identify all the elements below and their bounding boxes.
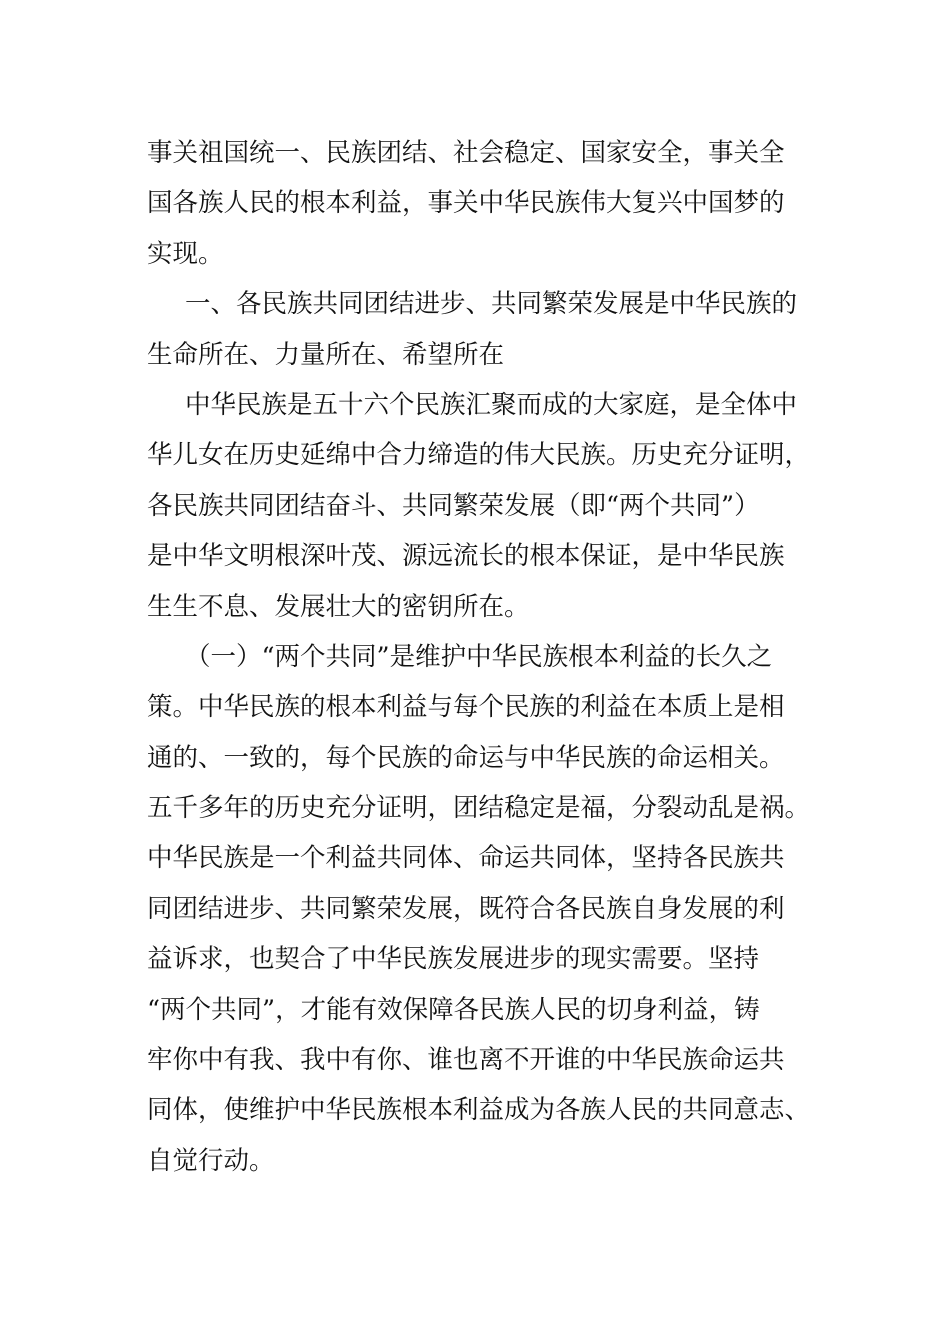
text-line: 实现。: [147, 238, 224, 269]
paragraph: [147, 632, 811, 1186]
text-line: 事关祖国统一、民族团结、社会稳定、国家安全，事关全: [147, 138, 785, 168]
text-line: 是中华文明根深叶茂、源远流长的根本保证，是中华民族: [147, 541, 785, 572]
text-line: （一）“两个共同”是维护中华民族根本利益的长久之: [185, 641, 773, 672]
text-line: “两个共同”，才能有效保障各民族人民的切身利益，铸: [147, 994, 760, 1025]
text-line: 益诉求，也契合了中华民族发展进步的现实需要。坚持: [147, 944, 760, 975]
text-line: 华儿女在历史延绵中合力缔造的伟大民族。历史充分证明，: [147, 440, 811, 471]
text-line: 各民族共同团结奋斗、共同繁荣发展（即“两个共同”）: [147, 490, 760, 521]
text-line: 中华民族是五十六个民族汇聚而成的大家庭，是全体中: [185, 389, 798, 420]
text-line: 中华民族是一个利益共同体、命运共同体，坚持各民族共: [147, 843, 785, 874]
heading-line: 生命所在、力量所在、希望所在: [147, 339, 505, 370]
section-heading: [147, 279, 807, 380]
text-line: 五千多年的历史充分证明，团结稳定是福，分裂动乱是祸。: [147, 793, 811, 824]
text-line: 生生不息、发展壮大的密钥所在。: [147, 591, 530, 622]
text-line: 国各族人民的根本利益，事关中华民族伟大复兴中国梦的: [147, 188, 785, 219]
paragraph: [147, 380, 811, 632]
text-line: 自觉行动。: [147, 1145, 275, 1176]
text-line: 同体，使维护中华民族根本利益成为各族人民的共同意志、: [147, 1095, 811, 1126]
document-body: [147, 128, 811, 1186]
text-line: 通的、一致的，每个民族的命运与中华民族的命运相关。: [147, 742, 785, 773]
text-line: 策。中华民族的根本利益与每个民族的利益在本质上是相: [147, 692, 785, 723]
paragraph-continuation: [147, 128, 807, 279]
text-line: 牢你中有我、我中有你、谁也离不开谁的中华民族命运共: [147, 1045, 785, 1076]
text-line: 同团结进步、共同繁荣发展，既符合各民族自身发展的利: [147, 893, 785, 924]
heading-line: 一、各民族共同团结进步、共同繁荣发展是中华民族的: [185, 289, 798, 320]
